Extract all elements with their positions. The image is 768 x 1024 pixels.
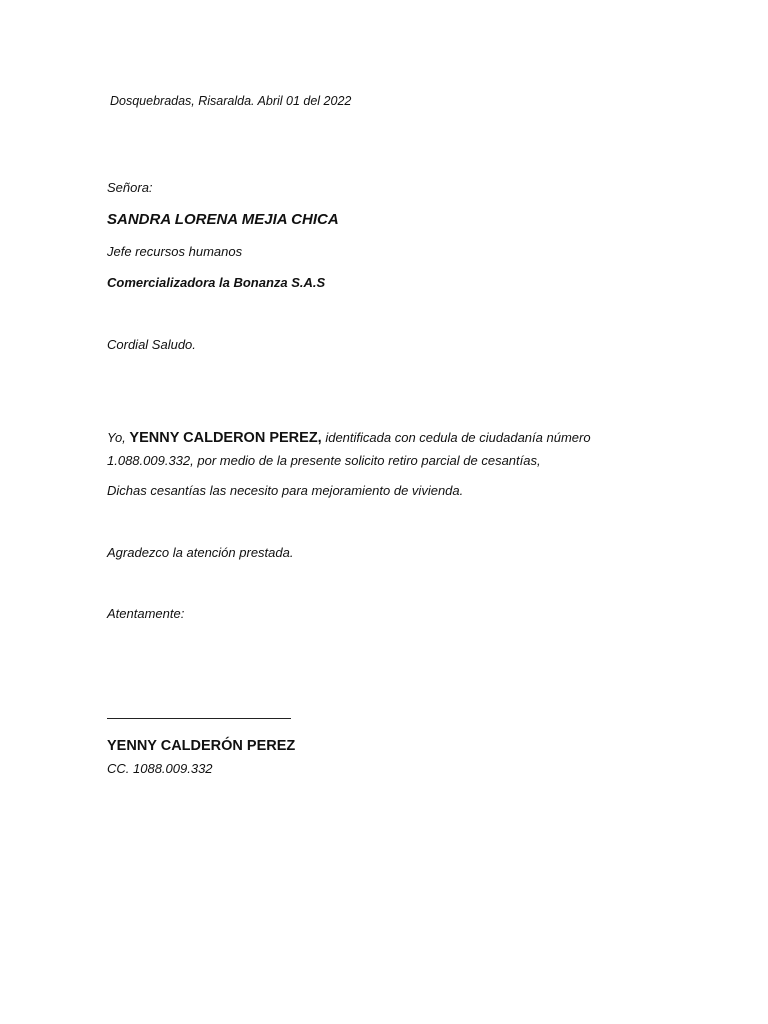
recipient-role: Jefe recursos humanos [107,244,243,259]
body-paragraph-line-1 [107,430,591,446]
recipient-company: Comercializadora la Bonanza S.A.S [107,275,326,290]
signer-id: CC. 1088.009.332 [107,761,213,776]
signer-name: YENNY CALDERÓN PEREZ [107,738,296,754]
body-paragraph-line-3: Dichas cesantías las necesito para mejoramiento de vivienda. [107,483,464,498]
thanks-line: Agradezco la atención prestada. [107,545,294,560]
greeting: Cordial Saludo. [107,337,196,352]
closing-line: Atentamente: [107,606,185,621]
date-line: Dosquebradas, Risaralda. Abril 01 del 2022 [110,94,352,108]
body-suffix: identificada con cedula de ciudadanía número [321,430,591,445]
signature-line [107,718,291,719]
body-signer-name: YENNY CALDERON PEREZ, [129,430,322,446]
body-paragraph-line-2: 1.088.009.332, por medio de la presente solicito retiro parcial de cesantías, [107,453,541,468]
salutation: Señora: [107,180,153,195]
body-prefix: Yo, [107,430,130,445]
recipient-name: SANDRA LORENA MEJIA CHICA [107,211,339,228]
